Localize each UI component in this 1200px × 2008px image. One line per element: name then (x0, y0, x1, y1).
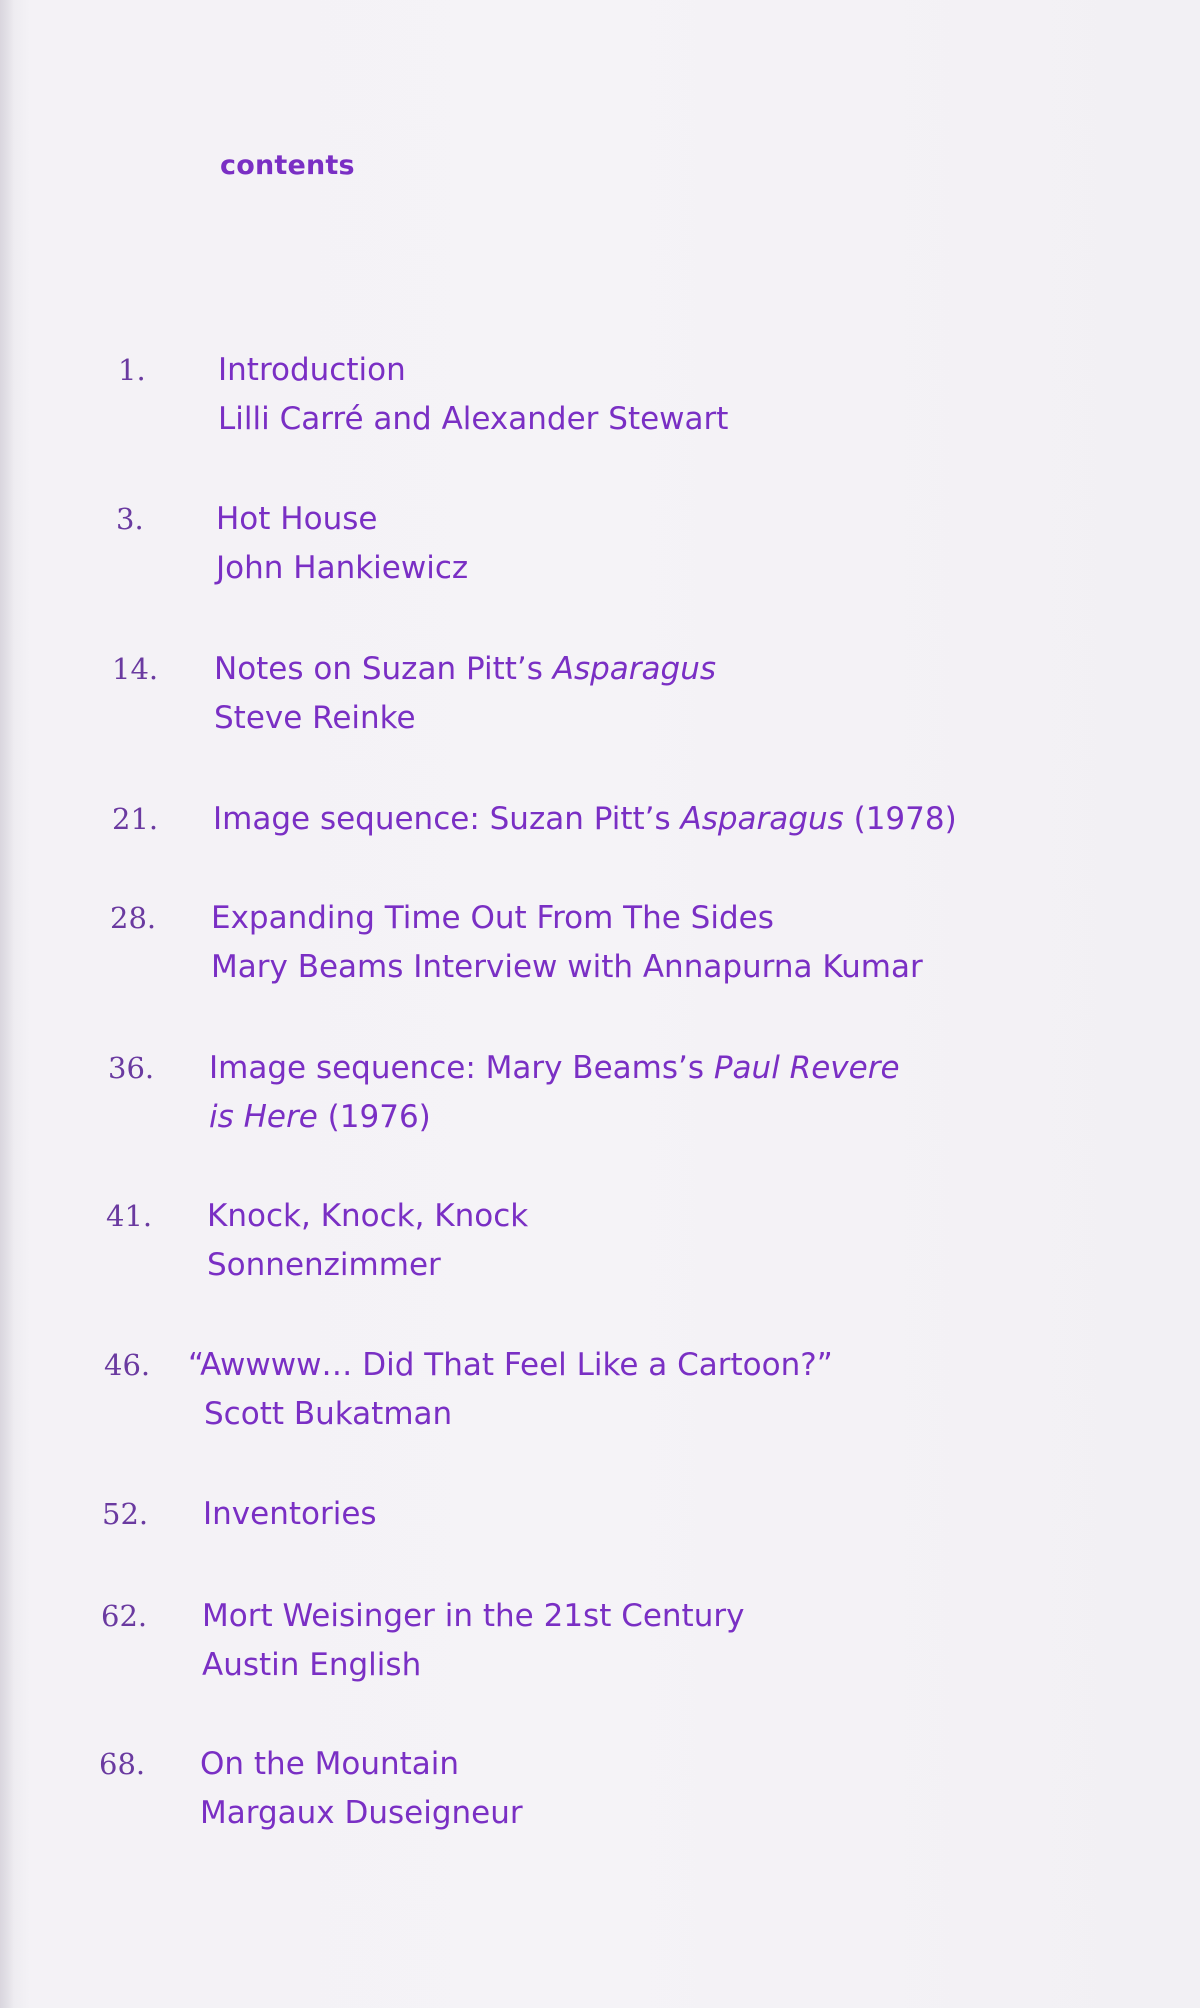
entry-year: (1978) (843, 801, 957, 837)
work-title: Asparagus (680, 801, 844, 837)
entry-title (209, 1044, 900, 1093)
entry-author: Mary Beams Interview with Annapurna Kumar (211, 949, 923, 985)
page-number: 28. (110, 901, 157, 935)
entry-title-text: Image sequence: Suzan Pitt’s (213, 801, 681, 837)
entry-title (214, 645, 716, 694)
entry-author: Lilli Carré and Alexander Stewart (218, 401, 729, 437)
entry-author: Steve Reinke (214, 700, 416, 736)
entry-title: Inventories (203, 1496, 377, 1532)
entry-title: Knock, Knock, Knock (207, 1198, 529, 1234)
entry-author: Sonnenzimmer (207, 1247, 441, 1283)
entry-author: Austin English (202, 1647, 422, 1683)
page-number: 52. (102, 1497, 149, 1531)
entry-title: Hot House (216, 501, 378, 537)
page-edge-shadow (0, 0, 14, 2008)
entry-title-text: Notes on Suzan Pitt’s (214, 651, 553, 687)
entry-author: Margaux Duseigneur (200, 1795, 523, 1831)
page-number: 3. (116, 502, 144, 536)
work-title: is Here (209, 1099, 318, 1135)
entry-author: Scott Bukatman (204, 1396, 453, 1432)
contents-heading: contents (220, 150, 355, 181)
page-number: 14. (112, 652, 159, 686)
page-number: 36. (108, 1051, 155, 1085)
entry-title: Introduction (218, 352, 406, 388)
entry-title: Mort Weisinger in the 21st Century (202, 1598, 745, 1634)
entry-title-continued (209, 1093, 900, 1142)
page-number: 68. (99, 1747, 146, 1781)
entry-title: On the Mountain (200, 1746, 460, 1782)
entry-title (213, 795, 957, 844)
entry-title: Expanding Time Out From The Sides (211, 900, 774, 936)
page-number: 21. (112, 802, 159, 836)
entry-year: (1976) (317, 1099, 431, 1135)
work-title: Asparagus (552, 651, 716, 687)
page-number: 41. (106, 1199, 153, 1233)
page-number: 62. (101, 1599, 148, 1633)
entry-title-text: Image sequence: Mary Beams’s (209, 1050, 714, 1086)
page-number: 1. (118, 353, 146, 387)
entry-author: John Hankiewicz (216, 550, 469, 586)
entry-title: “Awwww… Did That Feel Like a Cartoon?” (188, 1347, 833, 1383)
page-number: 46. (104, 1348, 151, 1382)
work-title: Paul Revere (713, 1050, 900, 1086)
